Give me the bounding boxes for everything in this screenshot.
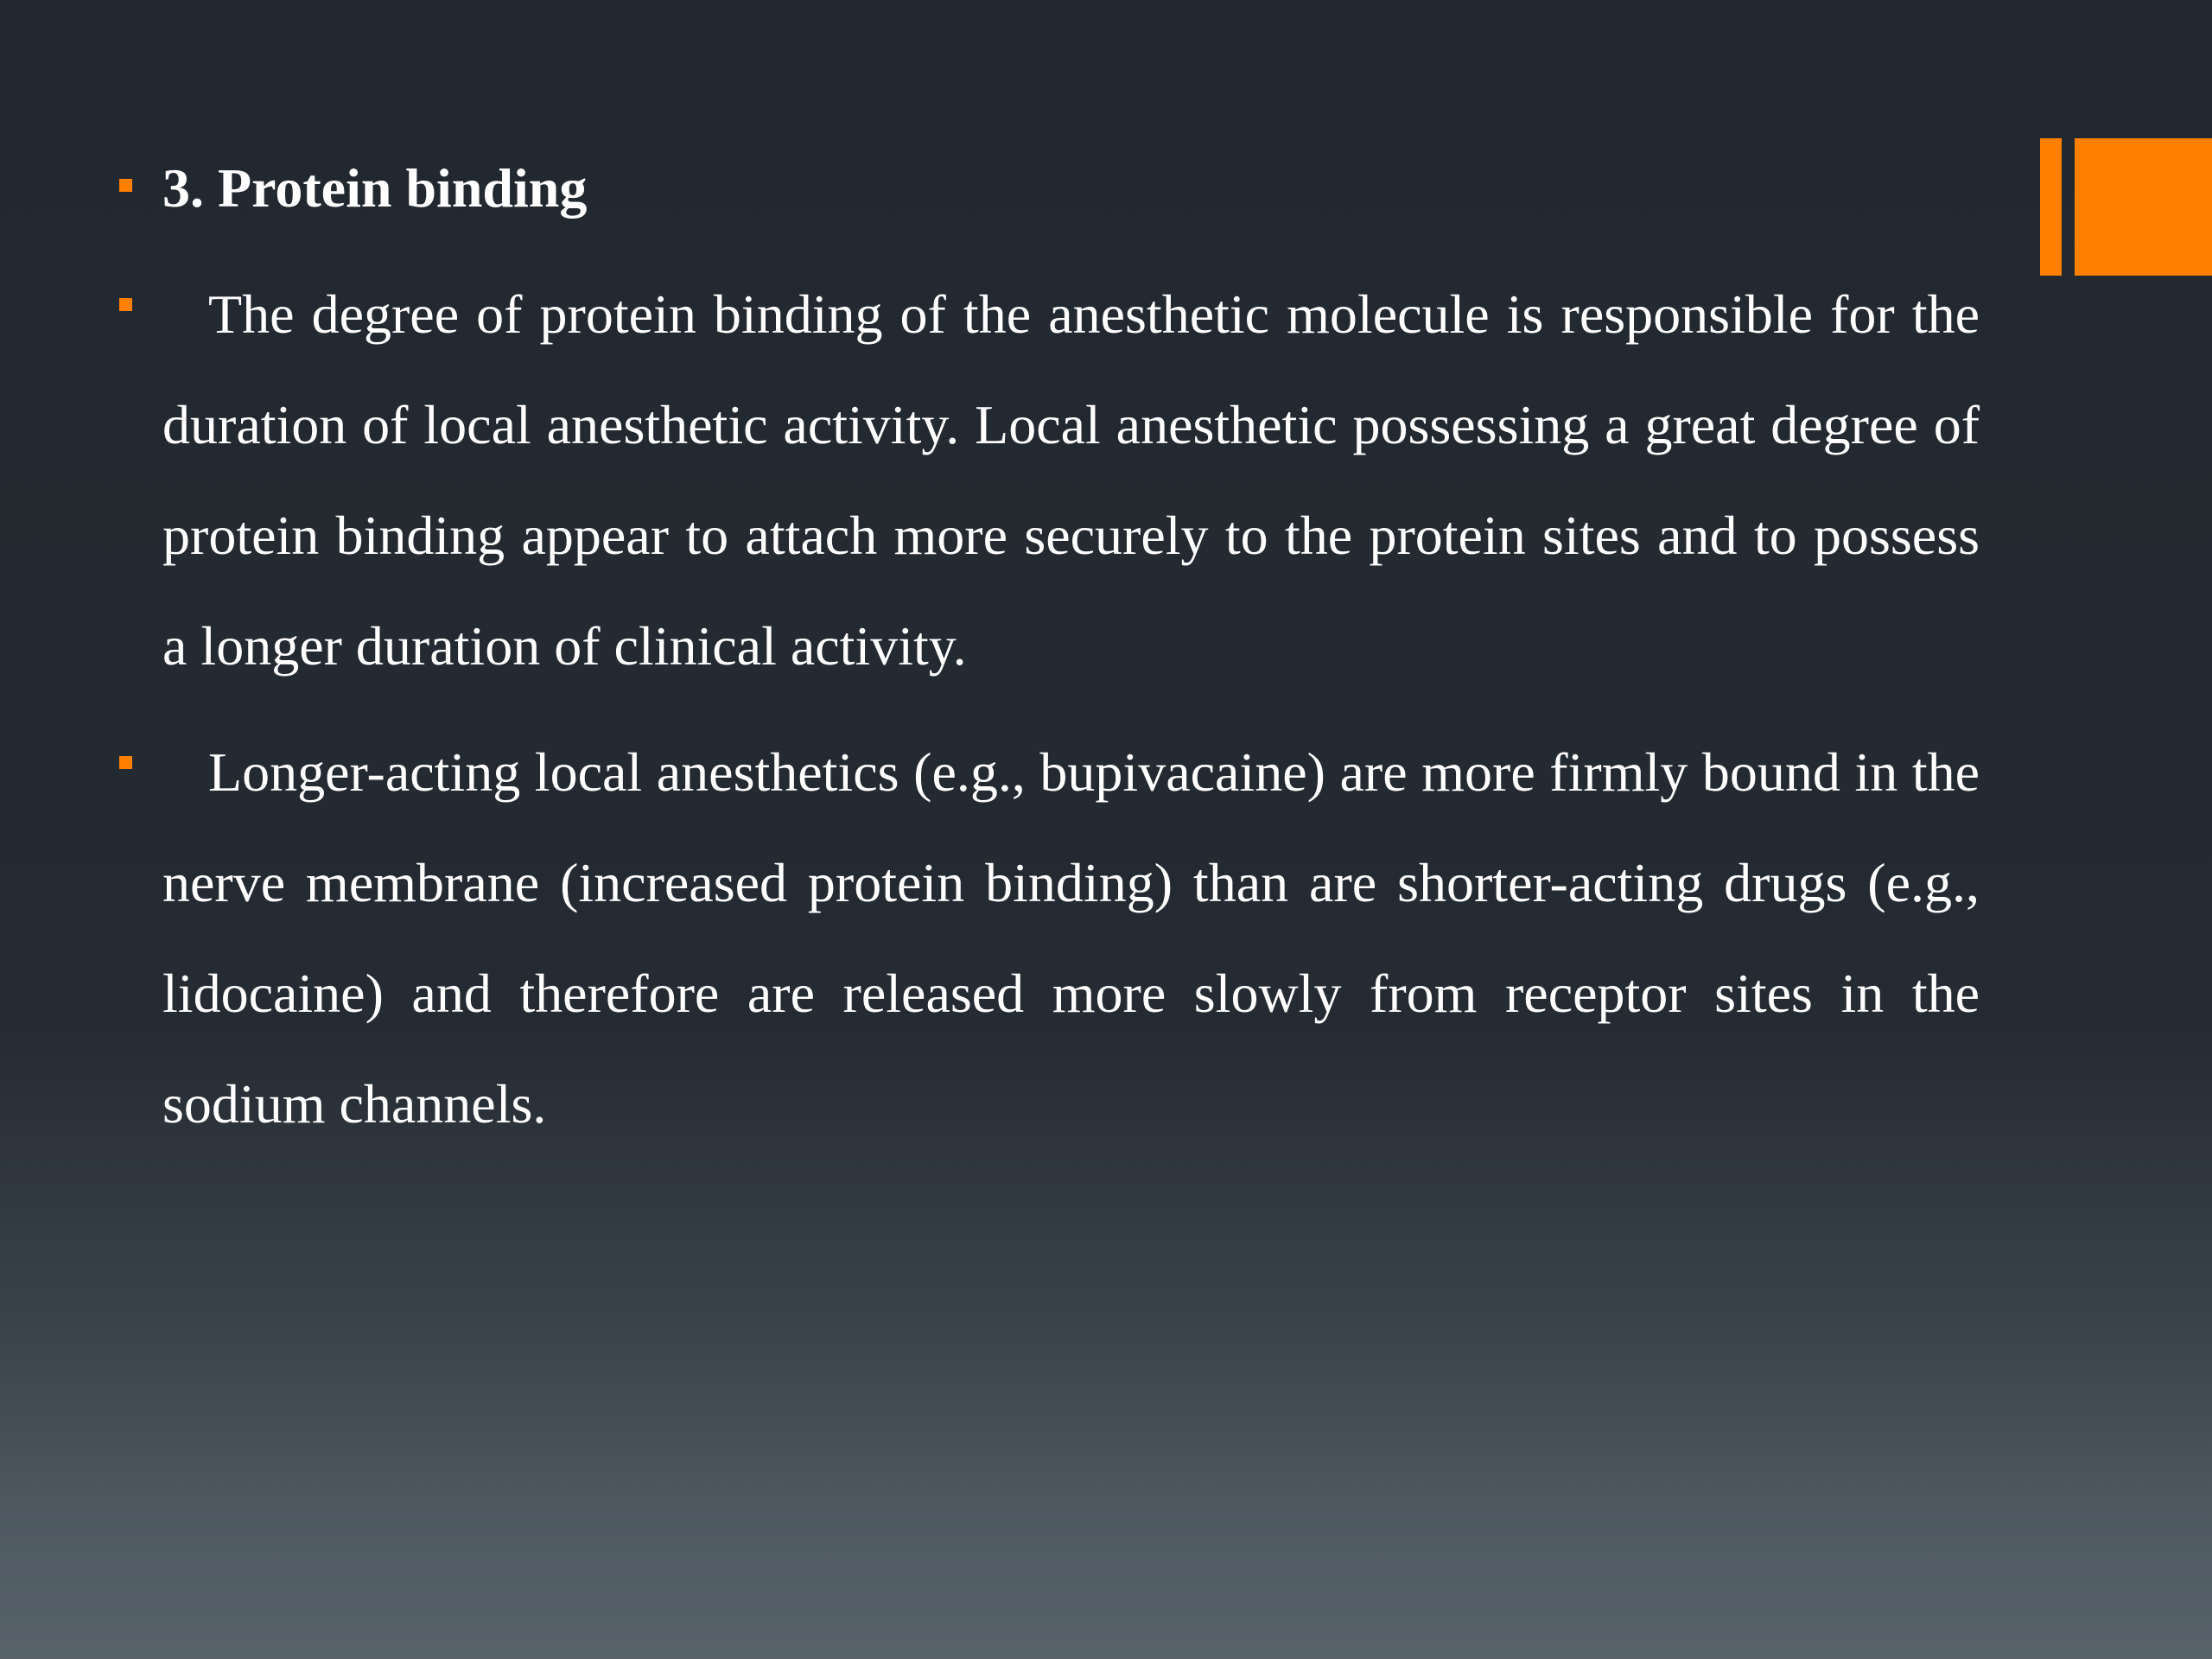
slide-content	[119, 147, 1980, 1160]
square-bullet-icon	[119, 298, 132, 311]
slide-heading: 3. Protein binding	[162, 157, 588, 219]
decorative-accent-block	[2075, 138, 2212, 276]
decorative-accent-bar	[2040, 138, 2062, 276]
bullet-item-paragraph	[119, 717, 1980, 1160]
body-paragraph: Longer-acting local anesthetics (e.g., bupivacaine) are more firmly bound in the nerve membrane (increased protein binding) than are shorter-acting drugs (e.g., lidocaine) and therefore are released more slowly from receptor sites in the sodium channels.	[162, 741, 1980, 1135]
square-bullet-icon	[119, 179, 132, 192]
bullet-item-paragraph	[119, 259, 1980, 702]
bullet-item-heading	[119, 147, 1980, 230]
square-bullet-icon	[119, 756, 132, 769]
body-paragraph: The degree of protein binding of the anesthetic molecule is responsible for the duration of local anesthetic activity. Local anesthetic possessing a great degree of protein binding appear to attach more securely to the protein sites and to possess a longer duration of clinical activity.	[162, 283, 1980, 677]
